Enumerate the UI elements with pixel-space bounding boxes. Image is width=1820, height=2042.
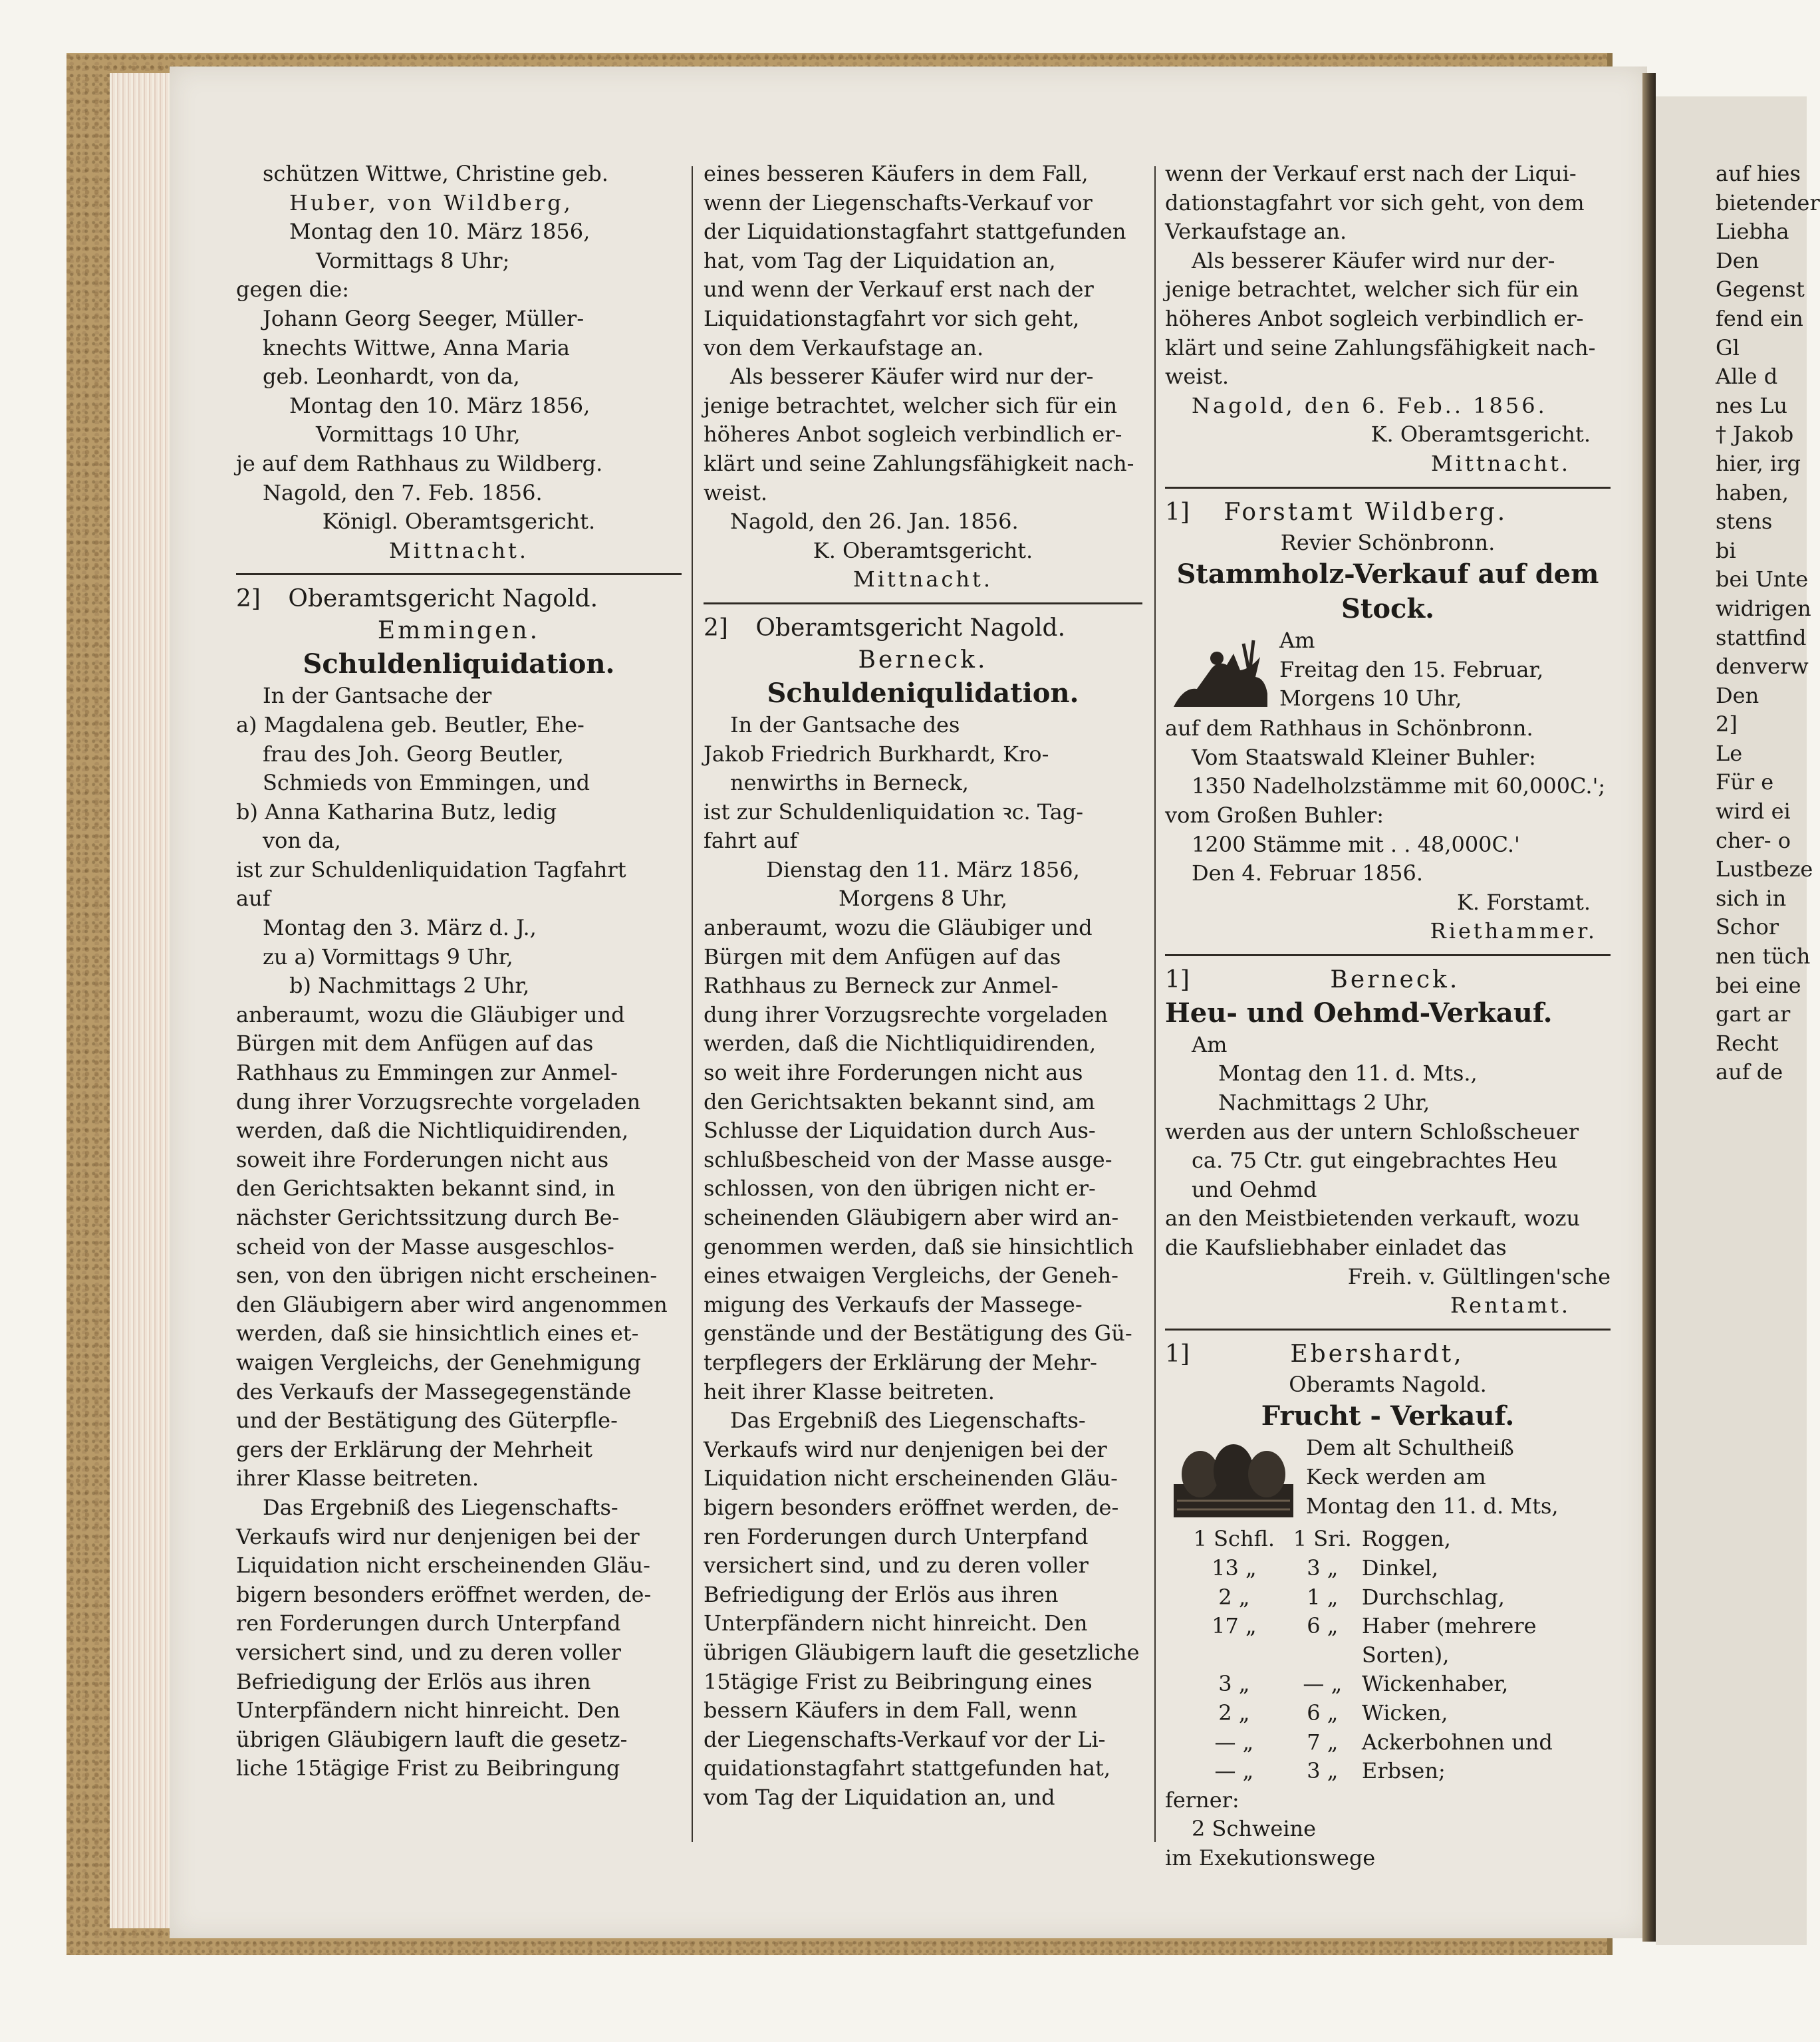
facing-page-line: cher- o (1716, 827, 1791, 853)
grain-qty-sri: 1 Sri. (1293, 1526, 1352, 1552)
grain-qty-schfl: 17 „ (1212, 1613, 1257, 1639)
facing-page-line: bei Unte (1716, 567, 1809, 592)
grain-row (1165, 1757, 1611, 1786)
page-edges (110, 73, 173, 1928)
text-line: übrigen Gläubigern lauft die gesetz- (236, 1726, 628, 1752)
facing-page-line: denverw (1716, 654, 1809, 680)
district-name: Oberamts Nagold. (1289, 1371, 1487, 1397)
facing-page-line: bei eine (1716, 972, 1801, 998)
text-line: der Liquidationstagfahrt stattgefunden (704, 219, 1126, 245)
text-line: dationstagfahrt vor sich geht, von dem (1165, 190, 1585, 215)
text-line: Nagold, den 7. Feb. 1856. (263, 479, 543, 505)
signature-line: Mittnacht. (389, 537, 529, 563)
text-line: K. Oberamtsgericht. (1370, 422, 1591, 447)
text-line: und der Bestätigung des Güterpfle- (236, 1408, 618, 1434)
text-line: b) Anna Katharina Butz, ledig (236, 799, 557, 825)
text-line: höheres Anbot sogleich verbindlich er- (1165, 305, 1584, 331)
notice-number: 1] (1165, 498, 1190, 526)
text-line: schützen Wittwe, Christine geb. (263, 161, 608, 186)
text-line: Jakob Friedrich Burkhardt, Kro- (704, 741, 1049, 767)
text-line: klärt und seine Zahlungsfähigkeit nach- (704, 450, 1134, 476)
facing-page-line: bi (1716, 537, 1736, 563)
grain-qty-schfl: 2 „ (1218, 1584, 1250, 1610)
column-2 (704, 160, 1142, 1855)
notice-heading (1165, 497, 1611, 529)
text-line: Das Ergebniß des Liegenschafts- (263, 1494, 618, 1520)
grain-type: Haber (mehrere (1361, 1613, 1537, 1639)
text-line: frau des Joh. Georg Beutler, (263, 741, 564, 767)
facing-page-line: fend ein (1716, 305, 1803, 331)
text-line: In der Gantsache des (730, 711, 960, 737)
text-line: auf dem Rathhaus in Schönbronn. (1165, 715, 1533, 741)
divider (236, 573, 682, 575)
divider (1165, 487, 1611, 489)
text-line: ren Forderungen durch Unterpfand (704, 1523, 1089, 1549)
text-line: Morgens 10 Uhr, (1279, 686, 1462, 711)
grain-type: Durchschlag, (1361, 1584, 1505, 1610)
text-line: Dienstag den 11. März 1856, (766, 856, 1080, 882)
facing-page-line: Gl (1716, 334, 1740, 360)
facing-page-line: nes Lu (1716, 392, 1787, 418)
text-line: genstände und der Bestätigung des Gü- (704, 1321, 1132, 1346)
text-line: Morgens 8 Uhr, (838, 886, 1007, 912)
text-line: Schlusse der Liquidation durch Aus- (704, 1118, 1096, 1144)
grain-qty-schfl (1185, 1641, 1283, 1670)
grain-qty-sri: 6 „ (1307, 1700, 1339, 1725)
grain-row (1165, 1670, 1611, 1699)
divider (704, 602, 1142, 604)
text-line: versichert sind, und zu deren voller (704, 1553, 1089, 1579)
facing-page-line: Alle d (1716, 364, 1778, 390)
text-line: höheres Anbot sogleich verbindlich er- (704, 422, 1122, 447)
text-line: werden, daß sie hinsichtlich eines et- (236, 1321, 639, 1346)
text-line: Das Ergebniß des Liegenschafts- (730, 1408, 1086, 1434)
notice-number: 1] (1165, 965, 1190, 993)
divider (1165, 954, 1611, 956)
facing-page-line: Gegenst (1716, 277, 1805, 303)
text-line: schlußbescheid von der Masse ausge- (704, 1146, 1112, 1172)
text-line: vom Großen Buhler: (1165, 802, 1384, 828)
text-line: so weit ihre Forderungen nicht aus (704, 1060, 1083, 1086)
notice-title: Heu- und Oehmd-Verkauf. (1165, 997, 1553, 1029)
text-line: Am (1192, 1031, 1228, 1057)
text-line: versichert sind, und zu deren voller (236, 1639, 621, 1665)
text-line: und Oehmd (1192, 1176, 1317, 1202)
facing-page-line: haben, (1716, 479, 1789, 505)
text-line: von dem Verkaufstage an. (704, 334, 984, 360)
text-line: klärt und seine Zahlungsfähigkeit nach- (1165, 334, 1596, 360)
text-line: Montag den 11. d. Mts, (1306, 1493, 1559, 1519)
text-line: weist. (1165, 364, 1230, 390)
grain-type: Dinkel, (1361, 1555, 1439, 1581)
notice-title: Stammholz-Verkauf auf dem Stock. (1176, 559, 1599, 625)
text-line: Königl. Oberamtsgericht. (322, 509, 596, 535)
facing-page-line: Den (1716, 682, 1759, 708)
text-line: ist zur Schuldenliquidation Tagfahrt (236, 856, 626, 882)
grain-qty-sri: 3 „ (1307, 1555, 1339, 1581)
facing-page-line: Recht (1716, 1030, 1779, 1056)
facing-page-line: Schor (1716, 914, 1779, 940)
notice-heading (1165, 1339, 1611, 1370)
column-rule (1154, 166, 1156, 1842)
text-line: je auf dem Rathhaus zu Wildberg. (236, 450, 603, 476)
grain-row (1165, 1612, 1611, 1641)
grain-type: Roggen, (1361, 1526, 1451, 1552)
text-line: 2 Schweine (1192, 1816, 1317, 1842)
place-name: Berneck. (858, 646, 988, 674)
text-line: scheid von der Masse ausgeschlos- (236, 1233, 614, 1259)
text-line: Freih. v. Gültlingen'sche (1347, 1263, 1611, 1289)
facing-page-line: auf de (1716, 1059, 1783, 1085)
text-line: sen, von den übrigen nicht erscheinen- (236, 1263, 658, 1289)
facing-page-line: Liebha (1716, 219, 1789, 245)
text-line: geb. Leonhardt, von da, (263, 364, 520, 390)
grain-row (1165, 1525, 1611, 1554)
column-rule (692, 166, 693, 1842)
facing-page-line: wird ei (1716, 799, 1791, 825)
signature-line: Mittnacht. (853, 567, 993, 592)
text-line: den Gläubigern aber wird angenommen (236, 1291, 668, 1317)
text-line: Dem alt Schultheiß (1306, 1435, 1514, 1461)
text-line: waigen Vergleichs, der Genehmigung (236, 1349, 641, 1375)
text-line: K. Forstamt. (1457, 889, 1591, 915)
text-line: Schmieds von Emmingen, und (263, 770, 590, 796)
place-name: Emmingen. (377, 617, 541, 645)
text-line: anberaumt, wozu die Gläubiger und (236, 1001, 625, 1027)
text-line: liche 15tägige Frist zu Beibringung (236, 1755, 620, 1781)
text-line: terpflegers der Erklärung der Mehr- (704, 1349, 1097, 1375)
forst-block (1165, 626, 1611, 946)
grain-row (1165, 1583, 1611, 1612)
grain-type: Sorten), (1361, 1642, 1450, 1668)
column-1 (236, 160, 682, 1855)
text-line: an den Meistbietenden verkauft, wozu (1165, 1206, 1581, 1231)
text-line: zu a) Vormittags 9 Uhr, (263, 944, 513, 969)
text-line: werden, daß die Nichtliquidirenden, (704, 1031, 1097, 1057)
grain-qty-sri: — „ (1303, 1671, 1343, 1697)
text-line: Liquidation nicht erscheinenden Gläu- (704, 1466, 1118, 1491)
text-line: Verkaufstage an. (1165, 219, 1347, 245)
text-line: ferner: (1165, 1787, 1239, 1813)
text-line: von da, (263, 828, 341, 854)
text-line: migung des Verkaufs der Massege- (704, 1291, 1083, 1317)
text-line: a) Magdalena geb. Beutler, Ehe- (236, 711, 585, 737)
facing-page-line: widrigen (1716, 595, 1811, 621)
text-line: gers der Erklärung der Mehrheit (236, 1436, 592, 1462)
grain-qty-schfl: 2 „ (1218, 1700, 1250, 1725)
text-line: Vormittags 8 Uhr; (316, 247, 510, 273)
text-line: eines besseren Käufers in dem Fall, (704, 161, 1089, 186)
grain-type: Wicken, (1361, 1700, 1448, 1725)
text-line: nenwirths in Berneck, (730, 770, 969, 796)
text-line: Montag den 11. d. Mts., (1218, 1061, 1478, 1086)
text-line: werden aus der untern Schloßscheuer (1165, 1118, 1579, 1144)
text-line: bigern besonders eröffnet werden, de- (236, 1581, 652, 1607)
text-line: Bürgen mit dem Anfügen auf das (704, 944, 1061, 969)
text-line: Montag den 10. März 1856, (289, 392, 590, 418)
text-line: Befriedigung der Erlös aus ihren (704, 1581, 1059, 1607)
text-line: K. Oberamtsgericht. (813, 537, 1033, 563)
text-line: Verkaufs wird nur denjenigen bei der (704, 1436, 1107, 1462)
facing-page-line: sich in (1716, 885, 1787, 911)
text-line: werden, daß die Nichtliquidirenden, (236, 1118, 629, 1144)
text-line: Keck werden am (1306, 1464, 1486, 1489)
text-line: vom Tag der Liquidation an, und (704, 1784, 1055, 1810)
text-line: Den 4. Februar 1856. (1192, 860, 1424, 886)
text-line: In der Gantsache der (263, 683, 492, 709)
text-line: Montag den 3. März d. J., (263, 915, 537, 941)
grain-row (1165, 1554, 1611, 1583)
text-line: Befriedigung der Erlös aus ihren (236, 1668, 591, 1694)
text-line: anberaumt, wozu die Gläubiger und (704, 915, 1093, 941)
facing-page-line: Den (1716, 247, 1759, 273)
grain-qty-sri: 6 „ (1307, 1613, 1339, 1639)
signature-line: Mittnacht. (1431, 450, 1571, 476)
text-line: genommen werden, daß sie hinsichtlich (704, 1233, 1134, 1259)
text-line: Montag den 10. März 1856, (289, 219, 590, 245)
district-name: Revier Schönbronn. (1280, 529, 1495, 555)
text-line: scheinenden Gläubigern aber wird an- (704, 1205, 1119, 1230)
text-line: im Exekutionswege (1165, 1845, 1376, 1870)
grain-row (1165, 1641, 1611, 1670)
text-line: Nachmittags 2 Uhr, (1218, 1090, 1430, 1116)
grain-row (1165, 1728, 1611, 1757)
text-line: hat, vom Tag der Liquidation an, (704, 247, 1056, 273)
notice-number: 2] (704, 614, 728, 642)
text-line: den Gerichtsakten bekannt sind, in (236, 1176, 616, 1202)
facing-page-line: stens (1716, 509, 1773, 535)
notice-title: Schuldeniqulidation. (767, 677, 1079, 709)
text-line: 1200 Stämme mit . . 48,000C.' (1192, 831, 1520, 857)
text-line: Freitag den 15. Februar, (1279, 656, 1544, 682)
text-line: heit ihrer Klasse beitreten. (704, 1378, 995, 1404)
grain-qty-schfl: — „ (1214, 1758, 1254, 1784)
grain-type: Ackerbohnen und (1361, 1729, 1553, 1755)
text-line: dung ihrer Vorzugsrechte vorgeladen (236, 1088, 641, 1114)
text-line: Unterpfändern nicht hinreicht. Den (704, 1610, 1088, 1636)
facing-page-line: hier, irg (1716, 450, 1801, 476)
text-line: Vormittags 10 Uhr, (316, 422, 521, 447)
text-line: wenn der Liegenschafts-Verkauf vor (704, 190, 1093, 215)
grain-qty-sri: 7 „ (1307, 1729, 1339, 1755)
text-line: Am (1279, 628, 1315, 654)
text-line: Vom Staatswald Kleiner Buhler: (1192, 744, 1536, 770)
facing-page-line: gart ar (1716, 1001, 1791, 1027)
text-line: Nagold, den 26. Jan. 1856. (730, 509, 1019, 535)
facing-page-line: Lustbeze (1716, 856, 1813, 882)
book-gutter (1642, 73, 1656, 1942)
grain-qty-schfl: 3 „ (1218, 1671, 1250, 1697)
text-line: b) Nachmittags 2 Uhr, (289, 973, 530, 999)
text-line: Rathhaus zu Berneck zur Anmel- (704, 973, 1059, 999)
text-line: und wenn der Verkauf erst nach der (704, 277, 1094, 303)
text-line: weist. (704, 479, 768, 505)
grain-type: Wickenhaber, (1361, 1671, 1509, 1697)
text-line: Huber, von Wildberg, (289, 190, 573, 215)
text-line: die Kaufsliebhaber einladet das (1165, 1235, 1507, 1261)
text-line: quidationstagfahrt stattgefunden hat, (704, 1755, 1111, 1781)
facing-page-line: † Jakob (1716, 422, 1794, 447)
text-line: Verkaufs wird nur denjenigen bei der (236, 1523, 640, 1549)
grain-table (1165, 1525, 1611, 1785)
text-line: Liquidation nicht erscheinenden Gläu- (236, 1553, 650, 1579)
text-line: Liquidationstagfahrt vor sich geht, (704, 305, 1080, 331)
notice-heading (236, 583, 682, 615)
facing-page-line: nen tüch (1716, 944, 1811, 969)
notice-number: 2] (236, 585, 261, 613)
text-line: fahrt auf (704, 828, 798, 854)
text-line: übrigen Gläubigern lauft die gesetzliche (704, 1639, 1140, 1665)
notice-title: Frucht - Verkauf. (1261, 1400, 1515, 1432)
notice-number: 1] (1165, 1340, 1190, 1368)
text-line: den Gerichtsakten bekannt sind, am (704, 1088, 1095, 1114)
text-line: der Liegenschafts-Verkauf vor der Li- (704, 1726, 1106, 1752)
text-line: wenn der Verkauf erst nach der Liqui- (1165, 161, 1577, 186)
text-line: gegen die: (236, 277, 350, 303)
notice-heading (1165, 964, 1611, 996)
facing-page-line: stattfind (1716, 624, 1807, 650)
text-line: Als besserer Käufer wird nur der- (730, 364, 1094, 390)
text-line: bigern besonders eröffnet werden, de- (704, 1494, 1119, 1520)
frucht-block (1165, 1434, 1611, 1872)
text-line: jenige betrachtet, welcher sich für ein (704, 392, 1118, 418)
text-line: soweit ihre Forderungen nicht aus (236, 1146, 609, 1172)
grain-qty-schfl: — „ (1214, 1729, 1254, 1755)
notice-head-text: Forstamt Wildberg. (1224, 498, 1508, 526)
text-line: 1350 Nadelholzstämme mit 60,000C.'; (1192, 773, 1606, 799)
text-line: Unterpfändern nicht hinreicht. Den (236, 1698, 620, 1723)
divider (1165, 1329, 1611, 1331)
text-line: knechts Wittwe, Anna Maria (263, 334, 570, 360)
text-line: 15tägige Frist zu Beibringung eines (704, 1668, 1093, 1694)
text-line: Johann Georg Seeger, Müller- (263, 305, 585, 331)
notice-head-text: Oberamtsgericht Nagold. (288, 585, 598, 613)
text-line: Als besserer Käufer wird nur der- (1192, 247, 1555, 273)
place-name: Berneck. (1330, 965, 1460, 993)
grain-type: Erbsen; (1361, 1758, 1446, 1784)
text-line: ist zur Schuldenliquidation ꝛc. Tag- (704, 799, 1084, 825)
text-line: ca. 75 Ctr. gut eingebrachtes Heu (1192, 1148, 1558, 1174)
text-line: eines etwaigen Vergleichs, der Geneh- (704, 1263, 1118, 1289)
notice-title: Schuldenliquidation. (303, 648, 615, 680)
grain-qty-schfl: 1 Schfl. (1193, 1526, 1275, 1552)
text-line: ren Forderungen durch Unterpfand (236, 1610, 621, 1636)
text-line: auf (236, 886, 271, 912)
text-line: Nagold, den 6. Feb.. 1856. (1192, 392, 1547, 418)
notice-heading (704, 612, 1142, 644)
place-name: Ebershardt, (1290, 1340, 1464, 1368)
text-line: bessern Käufers in dem Fall, wenn (704, 1698, 1077, 1723)
facing-page-line: Für e (1716, 769, 1774, 795)
facing-page-line: 2] (1716, 711, 1738, 737)
grain-qty-sri (1283, 1641, 1362, 1670)
grain-qty-sri: 3 „ (1307, 1758, 1339, 1784)
woodcutter-vignette (1170, 630, 1270, 710)
grain-row (1165, 1699, 1611, 1728)
signature-line: Riethammer. (1430, 918, 1597, 944)
facing-page-line: bietender (1716, 190, 1820, 215)
text-line: schlossen, von den übrigen nicht er- (704, 1176, 1096, 1202)
text-line: Rathhaus zu Emmingen zur Anmel- (236, 1060, 618, 1086)
grain-qty-schfl: 13 „ (1212, 1555, 1257, 1581)
column-3 (1165, 160, 1611, 1870)
text-line: Bürgen mit dem Anfügen auf das (236, 1031, 594, 1057)
facing-page-line: Le (1716, 740, 1743, 766)
notice-head-text: Oberamtsgericht Nagold. (755, 614, 1066, 642)
text-line: nächster Gerichtssitzung durch Be- (236, 1205, 620, 1230)
text-line: ihrer Klasse beitreten. (236, 1466, 479, 1491)
grain-sacks-vignette (1170, 1438, 1297, 1521)
facing-page-text (1716, 160, 1820, 1087)
text-line: dung ihrer Vorzugsrechte vorgeladen (704, 1001, 1108, 1027)
text-line: des Verkaufs der Massegegenstände (236, 1378, 632, 1404)
signature-line: Rentamt. (1450, 1293, 1571, 1319)
text-line: jenige betrachtet, welcher sich für ein (1165, 277, 1579, 303)
facing-page-line: auf hies (1716, 161, 1801, 186)
grain-qty-sri: 1 „ (1307, 1584, 1339, 1610)
